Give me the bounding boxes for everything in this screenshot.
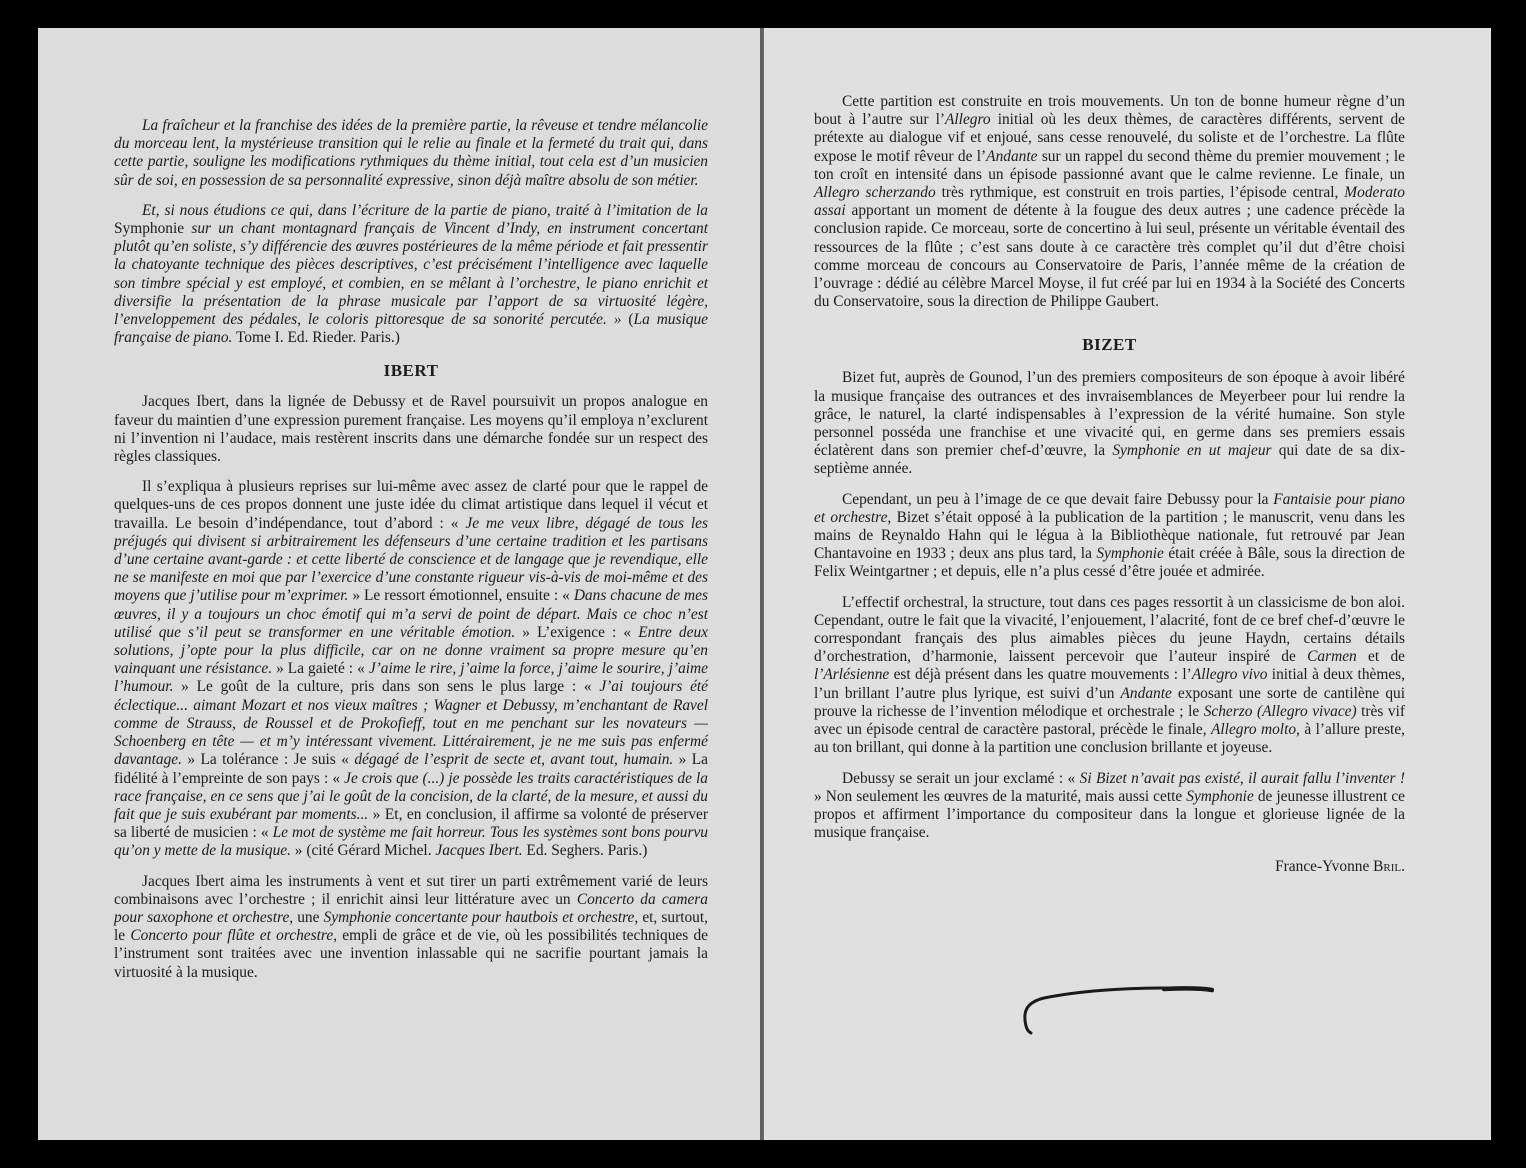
text-run: initial où les deux thèmes, de caractères différents, servent de prétexte au dialogue vif et enjoué, sans cesse renouvelé, du soliste et de l’orchestre. La flûte expose le motif rêveur de l’ — [814, 111, 1405, 165]
text-run: Tome I. Ed. Rieder. Paris.) — [232, 329, 400, 347]
text-run: Le mot de système me fait horreur. Tous les systèmes sont bons pourvu qu’on y mette de la musique. — [114, 824, 708, 860]
text-run: Fantaisie pour piano et orchestre, — [814, 490, 1405, 526]
heading-bizet: BIZET — [1082, 335, 1137, 355]
left-paragraph-2 — [114, 202, 708, 348]
text-run: Concerto da camera pour saxophone et orchestre, — [114, 890, 708, 926]
text-run: dégagé de l’esprit de secte et, avant tout, humain. — [354, 751, 674, 769]
text-run: Allegro vivo — [1191, 666, 1268, 684]
text-run: Jacques Ibert, dans la lignée de Debussy et de Ravel poursuivit un propos analogue en faveur du maintien d’une expression purement française. Les moyens qu’il employa n’exclurent ni l’invention ni l’audace, mais restèrent inscrits dans une démarche fondée sur un respect des règles classiques. — [114, 393, 708, 466]
text-run: Debussy se serait un jour exclamé : « — [842, 769, 1080, 787]
heading-ibert: IBERT — [383, 361, 439, 381]
text-run: » Le goût de la culture, pris dans son sens le plus large : « — [173, 678, 600, 696]
text-run: Concerto pour flûte et orchestre, — [130, 927, 337, 945]
text-run: Cependant, un peu à l’image de ce que devait faire Debussy pour la — [842, 490, 1274, 508]
text-run: Et, si nous étudions ce qui, dans l’écriture de la partie de piano, traité à l’imitation de la — [142, 201, 708, 219]
text-run: et, surtout, le — [114, 908, 708, 945]
left-paragraph-4 — [114, 478, 708, 860]
text-run: La musique française de piano. — [114, 311, 708, 347]
text-run: » Non seulement les œuvres de la maturité, mais aussi cette — [814, 787, 1187, 805]
right-paragraph-5 — [814, 770, 1405, 843]
text-run: Ed. Seghers. Paris.) — [522, 842, 648, 860]
text-run: sur un chant montagnard français de Vincent d’Indy, en instrument concertant plutôt qu’en soliste, s’y différencie des œuvres postérieures de la même période et fait pressentir la chatoyante technique des pièces descriptives, c’est précisément l’intelligence avec laquelle son timbre spécial y est employé, et combien, en se mêlant à l’orchestre, le piano enrichit et diversifie la présentation de la phrase musicale par l’apport de sa virtuosité légère, l’enveloppement des pédales, le coloris pittoresque de sa sonorité percutée. » — [114, 220, 708, 329]
text-run: Scherzo (Allegro vivace) — [1203, 702, 1357, 720]
text-run: de jeunesse illustrent ce propos et affirment l’importance du compositeur dans la longue et glorieuse lignée de la musique française. — [814, 787, 1405, 842]
right-paragraph-1 — [814, 93, 1405, 311]
text-run: initial à deux thèmes, l’un brillant l’autre plus lyrique, est suivi d’un — [814, 666, 1405, 702]
author-last-name: Bril. — [1373, 858, 1405, 876]
text-run: Symphonie concertante pour hautbois et orchestre, — [323, 908, 639, 926]
text-run: Dans chacune de mes œuvres, il y a toujours un choc émotif qui m’a servi de point de départ. Mais ce choc n’est utilisé que s’il peut se transformer en une véritable émotion. — [114, 587, 708, 641]
left-page — [38, 28, 760, 1140]
text-run: et de — [1356, 648, 1405, 666]
text-run: est déjà présent dans les quatre mouvements : l’ — [889, 666, 1192, 684]
text-run: » L’exigence : « — [515, 623, 639, 641]
text-run: » Le ressort émotionnel, ensuite : « — [348, 587, 574, 605]
right-paragraph-2 — [814, 369, 1405, 478]
left-paragraph-5 — [114, 873, 708, 982]
text-run: très rythmique, est construit en trois parties, l’épisode central, — [935, 184, 1345, 202]
author-signature — [814, 858, 1405, 876]
text-run: » (cité Gérard Michel. — [290, 842, 436, 860]
text-run: Je crois que (...) je possède les traits caractéristiques de la race française, en ce sens que j’ai le goût de la concision, de la clarté, de la mesure, et aussi du fait que je suis exubérant par moments... — [114, 769, 708, 823]
text-run: Allegro — [945, 111, 991, 129]
text-run: Cette partition est construite en trois mouvements. Un ton de bonne humeur règne d’un bout à l’autre sur l’ — [814, 93, 1405, 129]
text-run: Symphonie — [1096, 545, 1164, 563]
text-run: était créée à Bâle, sous la direction de Felix Weintgartner ; et depuis, elle n’a plus cessé d’être jouée et admirée. — [814, 545, 1405, 581]
author-first-name: France-Yvonne — [1275, 858, 1370, 876]
left-paragraph-1 — [114, 117, 708, 190]
left-paragraph-3 — [114, 393, 708, 466]
text-run: très vif avec un épisode central de caractère pastoral, précède le finale, — [814, 702, 1405, 739]
text-run: Andante — [1120, 684, 1172, 702]
text-run: Il s’expliqua à plusieurs reprises sur lui-même avec assez de clarté pour que le rappel de quelques-uns de ces propos donnent une juste idée du climat artistique dans lequel il vécut et travailla. Le besoin d’indépendance, tout d’abord : « — [114, 478, 708, 532]
text-run: Bizet s’était opposé à la publication de la partition ; le manuscrit, venu dans les mains de Reynaldo Hahn qui le légua à la Bibliothèque nationale, fut retrouvé par Jean Chantavoine en 1933 ; deux ans plus tard, la — [814, 508, 1405, 563]
text-run: J’aime le rire, j’aime la force, j’aime le sourire, j’aime l’humour. — [114, 660, 708, 696]
text-run: » Et, en conclusion, il affirme sa volonté de préserver sa liberté de musicien : « — [114, 805, 708, 842]
text-run: Carmen — [1307, 648, 1357, 666]
text-run: apportant un moment de détente à la fougue des deux autres ; une cadence précède la conclusion rapide. Ce morceau, sorte de concertino à lui seul, présente un véritable éventail des ressources de la flûte ; c’est sans doute à ce caractère très complet qu’il dut d’être choisi comme morceau de concours au Conservatoire de Paris, l’année même de la création de l’ouvrage : dédié au célèbre Marcel Moyse, il fut créé par lui en 1934 à la Société des Concerts du Conservatoire, sous la direction de Philippe Gaubert. — [814, 202, 1405, 311]
text-run: » La gaieté : « — [272, 660, 369, 678]
text-run: exposant une sorte de cantilène qui prouve la richesse de l’invention mélodique et orchestrale ; le — [814, 684, 1405, 720]
text-run: » La tolérance : Je suis « — [181, 751, 355, 769]
text-run: Jacques Ibert aima les instruments à vent et sut tirer un parti extrêmement varié de leurs combinaisons avec l’orchestre ; il enrichit ainsi leur littérature avec un — [114, 872, 708, 908]
text-run: Moderato assai — [814, 184, 1405, 220]
text-run: Allegro molto, — [1211, 721, 1300, 739]
text-run: qui date de sa dix-septième année. — [814, 442, 1405, 478]
text-run: l’Arlésienne — [814, 666, 890, 684]
text-run: Si Bizet n’avait pas existé, il aurait fallu l’inventer ! — [1079, 769, 1405, 787]
decorative-flourish-icon — [1014, 980, 1214, 1040]
right-paragraph-3 — [814, 491, 1405, 582]
text-run: sur un rappel du second thème du premier mouvement ; le ton croît en intensité dans un épisode passionné avant que le calme revienne. Le finale, un — [814, 147, 1405, 183]
text-run: » La fidélité à l’empreinte de son pays : « — [114, 751, 709, 787]
text-run: Bizet fut, auprès de Gounod, l’un des premiers compositeurs de son époque à avoir libéré la musique française des outrances et des invraisemblances de Meyerbeer pour lui rendre la grâce, le naturel, la clarté indispensables à l’expression de la vérité humaine. Son style personnel posséda une franchise et une vivacité qui, en germe dans ses premiers essais éclatèrent dans son premier chef-d’œuvre, la — [814, 369, 1405, 460]
text-run: Symphonie — [114, 220, 185, 238]
text-run: ( — [621, 311, 634, 329]
text-run: Entre deux solutions, j’opte pour la plus difficile, car on ne donne vraiment sa propre mesure qu’en vainquant une résistance. — [114, 623, 708, 678]
text-run: Symphonie en ut majeur — [1112, 442, 1272, 460]
right-page — [764, 28, 1491, 1140]
text-run: Symphonie — [1186, 787, 1254, 805]
text-run: L’effectif orchestral, la structure, tout dans ces pages ressortit à un classicisme de bon aloi. Cependant, outre le fait que la vivacité, l’enjouement, l’alacrité, font de ce bref chef-d’œuvre le correspondant français des plus aimables pièces du jeune Haydn, certains détails d’orchestration, d’harmonie, laissent percevoir que l’auteur inspiré de — [814, 593, 1405, 666]
text-run: Jacques Ibert. — [435, 842, 523, 860]
right-paragraph-4 — [814, 594, 1405, 758]
text-run: Allegro scherzando — [814, 184, 936, 202]
text-run: empli de grâce et de vie, où les possibilités techniques de l’instrument sont traitées avec une invention inlassable qui ne sacrifie pourtant jamais la virtuosité à la musique. — [114, 927, 708, 981]
text-run: La fraîcheur et la franchise des idées de la première partie, la rêveuse et tendre mélancolie du morceau lent, la mystérieuse transition qui le relie au finale et la fermeté du trait qui, dans cette partie, souligne les modifications rythmiques du thème initial, tout cela est d’un musicien sûr de soi, en possession de sa personnalité expressive, sinon déjà maître absolu de son métier. — [114, 117, 708, 189]
text-run: à l’allure preste, au ton brillant, qui donne à la partition une conclusion brillante et joyeuse. — [814, 721, 1406, 757]
text-run: Je me veux libre, dégagé de tous les préjugés qui divisent si arbitrairement les défenseurs d’une certaine tradition et les partisans d’une certaine avant-garde : et cette liberté de conscience et de langage que je revendique, elle ne se manifeste en moi que par l’exercice d’une constante rigueur vis-à-vis de moi-même et des moyens que j’utilise pour m’exprimer. — [114, 514, 709, 605]
text-run: J’ai toujours été éclectique... aimant Mozart et nos vieux maîtres ; Wagner et Debussy, m’enchantant de Ravel comme de Strauss, de Roussel et de Prokofieff, tout en me penchant sur les novateurs — Schoenberg en tête — et m’y intéressant vivement. Littérairement, je ne me suis pas enfermé davantage. — [114, 678, 709, 769]
text-run: Andante — [986, 147, 1038, 165]
text-run: une — [293, 908, 324, 926]
